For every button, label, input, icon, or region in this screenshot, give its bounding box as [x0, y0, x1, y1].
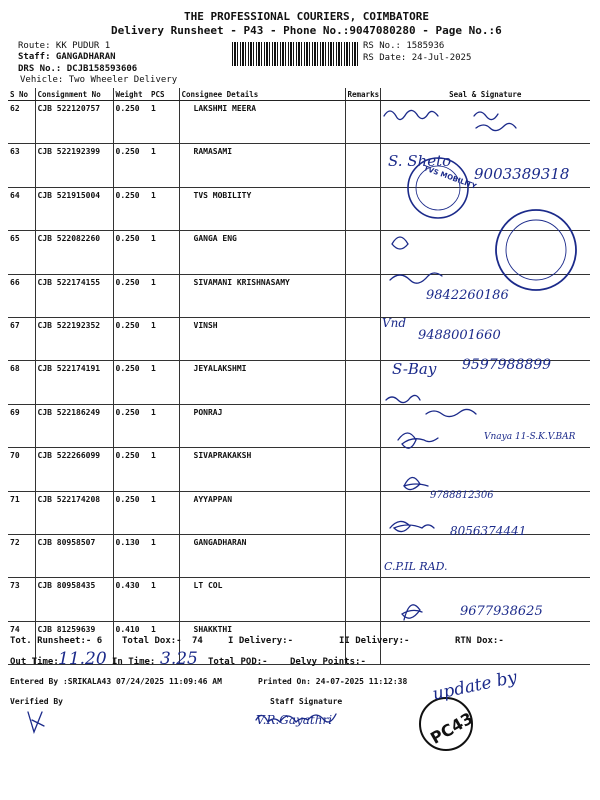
- cell-sno: 64: [8, 187, 35, 230]
- cell-pcs: 1: [149, 491, 179, 534]
- i-delivery: I Delivery:-: [228, 636, 294, 646]
- col-consignee: Consignee Details: [179, 88, 345, 101]
- cell-sno: 67: [8, 317, 35, 360]
- phone-66: 9842260186: [426, 288, 509, 303]
- phone-63: 9003389318: [474, 165, 570, 183]
- cell-sno: 62: [8, 101, 35, 144]
- cell-name: GANGADHARAN: [179, 534, 345, 577]
- cell-pcs: 1: [149, 404, 179, 447]
- signature-63: S. Sheto: [388, 152, 452, 170]
- cell-sno: 70: [8, 448, 35, 491]
- cell-wt: 0.250: [113, 101, 149, 144]
- cell-sno: 73: [8, 578, 35, 621]
- cell-remarks: [345, 101, 380, 144]
- cell-sign: [380, 448, 590, 491]
- cell-remarks: [345, 274, 380, 317]
- cell-sno: 65: [8, 231, 35, 274]
- col-pcs: PCS: [149, 88, 179, 101]
- in-time-label: In Time:: [112, 657, 156, 667]
- cell-wt: 0.250: [113, 448, 149, 491]
- cell-cn: CJB 522186249: [35, 404, 113, 447]
- col-sno: S No: [8, 88, 35, 101]
- table-row: [8, 101, 590, 144]
- total-pod: Total POD:-: [208, 657, 268, 667]
- cell-name: LT COL: [179, 578, 345, 621]
- barcode: [232, 42, 358, 66]
- signature-68: S-Bay: [392, 360, 437, 378]
- cell-wt: 0.250: [113, 361, 149, 404]
- cell-cn: CJB 521915004: [35, 187, 113, 230]
- cell-pcs: 1: [149, 317, 179, 360]
- cell-wt: 0.250: [113, 491, 149, 534]
- cell-wt: 0.410: [113, 621, 149, 664]
- runsheet-subtitle: Delivery Runsheet - P43 - Phone No.:9047080280 - Page No.:6: [111, 24, 502, 37]
- cell-name: PONRAJ: [179, 404, 345, 447]
- rtn-dox: RTN Dox:-: [455, 636, 504, 646]
- cell-cn: CJB 522192352: [35, 317, 113, 360]
- cell-remarks: [345, 578, 380, 621]
- cell-name: JEYALAKSHMI: [179, 361, 345, 404]
- staff: Staff: GANGADHARAN: [18, 52, 116, 62]
- cell-wt: 0.250: [113, 404, 149, 447]
- cell-pcs: 1: [149, 101, 179, 144]
- cell-wt: 0.250: [113, 231, 149, 274]
- out-time-value: 11.20: [58, 649, 107, 669]
- cell-pcs: 1: [149, 621, 179, 664]
- cell-remarks: [345, 187, 380, 230]
- cell-wt: 0.250: [113, 187, 149, 230]
- drs-number: DRS No.: DCJB158593606: [18, 64, 138, 74]
- cell-name: SIVAPRAKAKSH: [179, 448, 345, 491]
- cell-pcs: 1: [149, 448, 179, 491]
- signature-67: Vnd: [382, 316, 407, 330]
- printed-on: Printed On: 24-07-2025 11:12:38: [258, 677, 408, 686]
- signature-73: C.P.IL RAD.: [384, 560, 448, 573]
- total-dox-count: 74: [192, 636, 203, 646]
- table-row: [8, 534, 590, 577]
- cell-pcs: 1: [149, 231, 179, 274]
- table-row: [8, 187, 590, 230]
- cell-sno: 69: [8, 404, 35, 447]
- route: Route: KK PUDUR 1: [18, 41, 111, 51]
- cell-cn: CJB 522120757: [35, 101, 113, 144]
- cell-sno: 68: [8, 361, 35, 404]
- phone-72: 8056374441: [450, 524, 527, 538]
- cell-name: RAMASAMI: [179, 144, 345, 187]
- cell-wt: 0.250: [113, 274, 149, 317]
- cell-name: GANGA ENG: [179, 231, 345, 274]
- cell-sign: [380, 231, 590, 274]
- tvs-label: TVS MOBILITY: [422, 164, 478, 191]
- cell-sign: [380, 187, 590, 230]
- cell-sno: 71: [8, 491, 35, 534]
- cell-wt: 0.430: [113, 578, 149, 621]
- verified-by: Verified By: [10, 697, 63, 706]
- verify-sign-stroke: [28, 712, 44, 732]
- pc43-stamp: [420, 698, 472, 750]
- cell-wt: 0.250: [113, 317, 149, 360]
- table-row: [8, 231, 590, 274]
- in-time-value: 3.25: [160, 649, 198, 669]
- cell-sno: 63: [8, 144, 35, 187]
- cell-pcs: 1: [149, 361, 179, 404]
- total-dox: Total Dox:-: [122, 636, 182, 646]
- phone-68: 9597988899: [462, 357, 552, 373]
- phone-67: 9488001660: [418, 328, 501, 343]
- ii-delivery: II Delivery:-: [339, 636, 410, 646]
- pc43-label: PC43: [427, 708, 477, 748]
- cell-cn: CJB 522174208: [35, 491, 113, 534]
- vehicle: Vehicle: Two Wheeler Delivery: [20, 75, 178, 85]
- cell-cn: CJB 80958435: [35, 578, 113, 621]
- delvy-points: Delvy Points:-: [290, 657, 366, 667]
- cell-pcs: 1: [149, 144, 179, 187]
- company-title: THE PROFESSIONAL COURIERS, COIMBATORE: [184, 10, 430, 23]
- staff-signature-label: Staff Signature: [270, 697, 343, 706]
- cell-wt: 0.130: [113, 534, 149, 577]
- cell-cn: CJB 80958507: [35, 534, 113, 577]
- col-seal: Seal & Signature: [380, 88, 590, 101]
- cell-name: TVS MOBILITY: [179, 187, 345, 230]
- cell-pcs: 1: [149, 274, 179, 317]
- phone-71: 9788812306: [430, 490, 494, 501]
- cell-remarks: [345, 144, 380, 187]
- update-note: update by: [430, 667, 519, 705]
- cell-remarks: [345, 404, 380, 447]
- entered-by: Entered By :SRIKALA43 07/24/2025 11:09:46 AM: [10, 677, 222, 686]
- cell-pcs: 1: [149, 534, 179, 577]
- table-row: [8, 448, 590, 491]
- staff-sign: V.R.Gayathri: [256, 713, 333, 727]
- cell-cn: CJB 81259639: [35, 621, 113, 664]
- cell-remarks: [345, 361, 380, 404]
- cell-remarks: [345, 448, 380, 491]
- cell-cn: CJB 522192399: [35, 144, 113, 187]
- detail-70: Vnaya 11-S.K.V.BAR: [484, 432, 576, 442]
- col-remarks: Remarks: [345, 88, 380, 101]
- cell-name: AYYAPPAN: [179, 491, 345, 534]
- cell-sign: [380, 101, 590, 144]
- cell-pcs: 1: [149, 578, 179, 621]
- cell-name: SHAKKTHI: [179, 621, 345, 664]
- cell-sno: 72: [8, 534, 35, 577]
- rs-date: RS Date: 24-Jul-2025: [363, 53, 472, 63]
- tot-runsheet: Tot. Runsheet:- 6: [10, 636, 103, 646]
- out-time-label: Out Time:: [10, 657, 59, 667]
- cell-cn: CJB 522082260: [35, 231, 113, 274]
- cell-wt: 0.250: [113, 144, 149, 187]
- phone-74: 9677938625: [460, 604, 543, 619]
- cell-remarks: [345, 491, 380, 534]
- col-weight: Weight: [113, 88, 149, 101]
- cell-cn: CJB 522174191: [35, 361, 113, 404]
- cell-name: SIVAMANI KRISHNASAMY: [179, 274, 345, 317]
- cell-cn: CJB 522266099: [35, 448, 113, 491]
- cell-sno: 66: [8, 274, 35, 317]
- cell-name: LAKSHMI MEERA: [179, 101, 345, 144]
- cell-pcs: 1: [149, 187, 179, 230]
- cell-sno: 74: [8, 621, 35, 664]
- col-consignment: Consignment No: [35, 88, 113, 101]
- table-row: [8, 317, 590, 360]
- cell-remarks: [345, 231, 380, 274]
- cell-name: VINSH: [179, 317, 345, 360]
- rs-number: RS No.: 1585936: [363, 41, 445, 51]
- table-header: [8, 88, 590, 101]
- cell-cn: CJB 522174155: [35, 274, 113, 317]
- cell-remarks: [345, 534, 380, 577]
- cell-remarks: [345, 317, 380, 360]
